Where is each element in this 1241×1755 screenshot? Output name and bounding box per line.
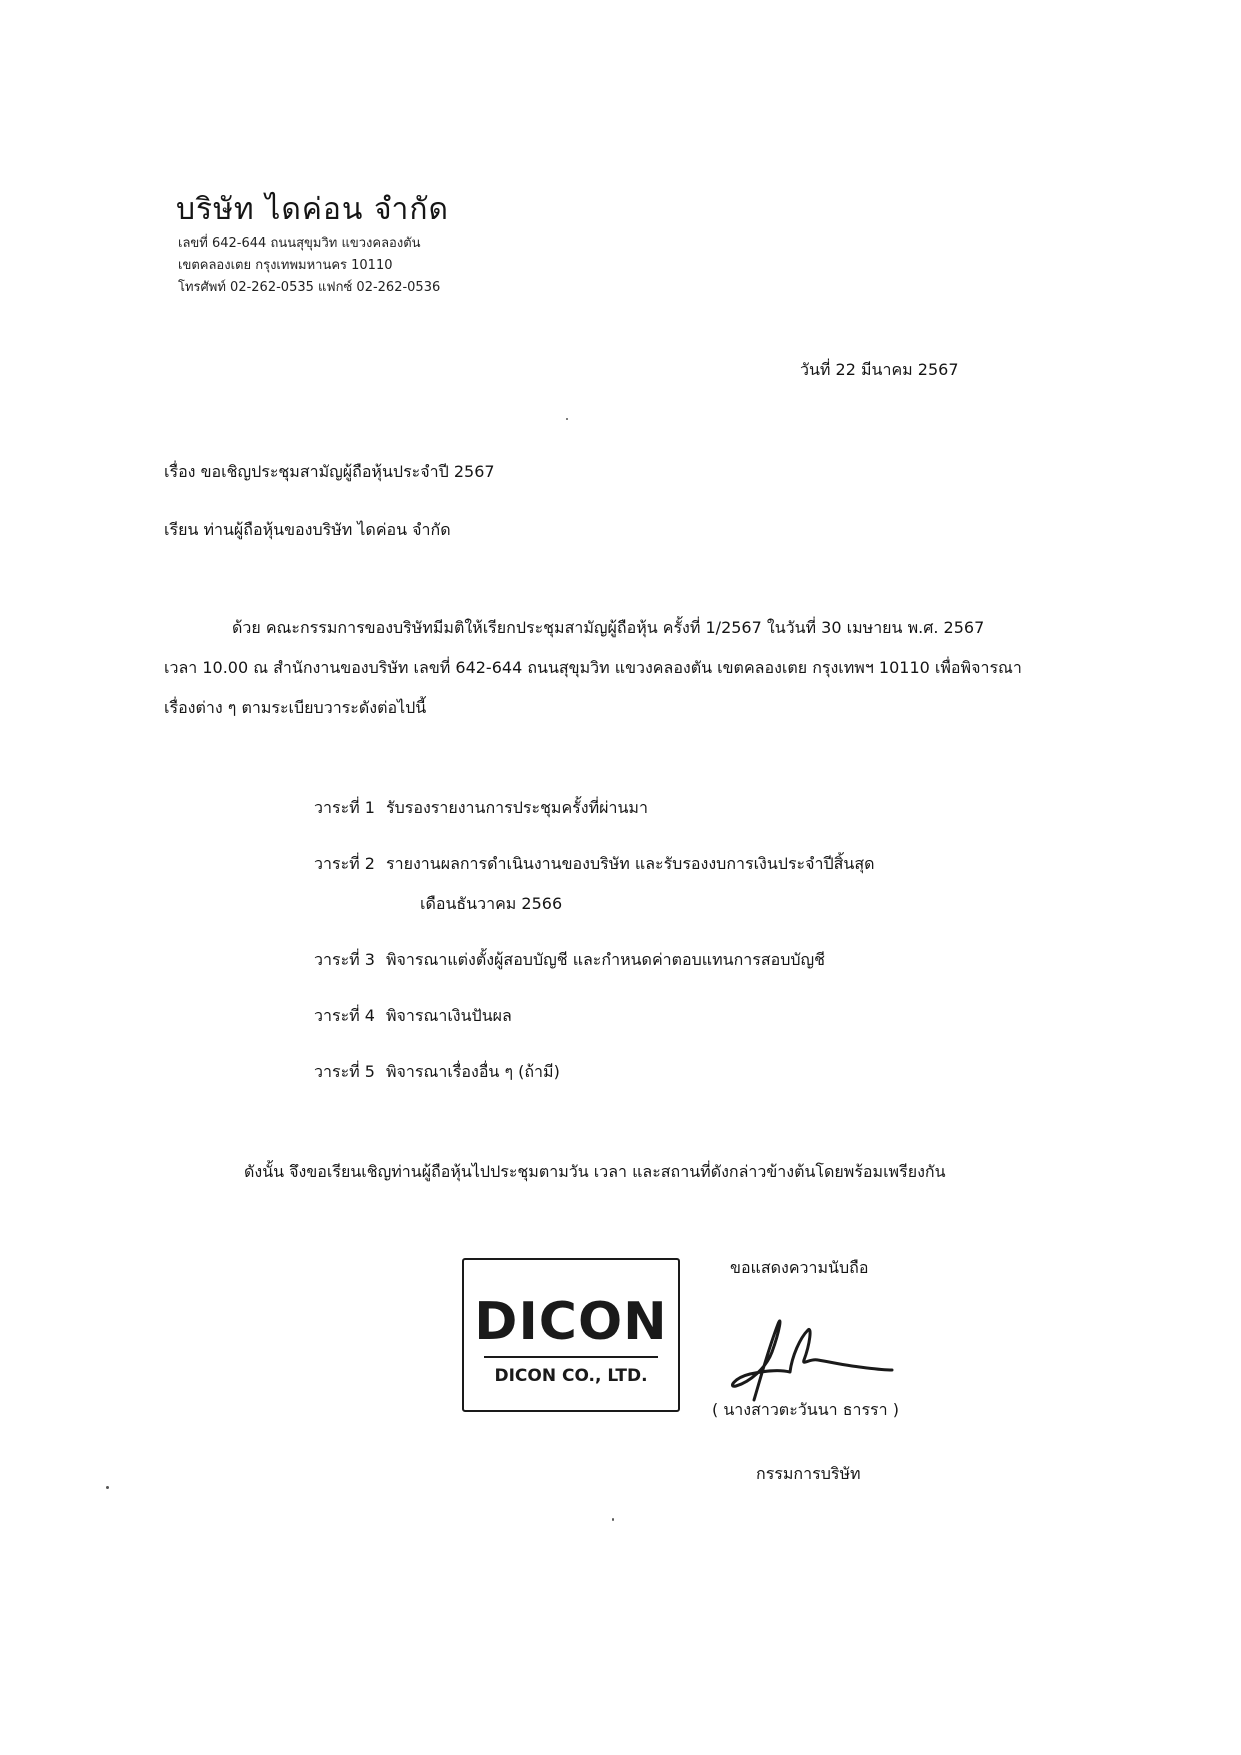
letter-subject: เรื่อง ขอเชิญประชุมสามัญผู้ถือหุ้นประจำปี 2567 <box>164 462 495 481</box>
agenda-item-4-label: วาระที่ 4 <box>314 1006 375 1025</box>
regards-text: ขอแสดงความนับถือ <box>730 1258 869 1277</box>
scan-speck <box>612 1518 614 1521</box>
company-name: บริษัท ไดค่อน จำกัด <box>176 192 450 227</box>
handwritten-signature <box>720 1300 900 1410</box>
signer-position: กรรมการบริษัท <box>756 1464 861 1483</box>
agenda-item-1-label: วาระที่ 1 <box>314 798 375 817</box>
stamp-logo-text: DICON <box>474 1292 668 1352</box>
address-line-2: เขตคลองเตย กรุงเทพมหานคร 10110 <box>178 258 393 273</box>
letter-date: วันที่ 22 มีนาคม 2567 <box>800 360 959 379</box>
contact-line: โทรศัพท์ 02-262-0535 แฟกซ์ 02-262-0536 <box>178 280 441 295</box>
agenda-item-2-label: วาระที่ 2 <box>314 854 375 873</box>
address-line-1: เลขที่ 642-644 ถนนสุขุมวิท แขวงคลองตัน <box>178 236 421 251</box>
agenda-item-1-text: รับรองรายงานการประชุมครั้งที่ผ่านมา <box>386 798 648 817</box>
stamp-divider <box>484 1356 658 1358</box>
letter-salutation: เรียน ท่านผู้ถือหุ้นของบริษัท ไดค่อน จำกัด <box>164 520 451 539</box>
agenda-item-5-text: พิจารณาเรื่องอื่น ๆ (ถ้ามี) <box>386 1062 560 1081</box>
body-line-3: เรื่องต่าง ๆ ตามระเบียบวาระดังต่อไปนี้ <box>164 698 427 717</box>
scan-speck <box>566 418 568 420</box>
signer-name: ( นางสาวตะวันนา ธารรา ) <box>712 1400 899 1419</box>
body-line-2: เวลา 10.00 ณ สำนักงานของบริษัท เลขที่ 642-644 ถนนสุขุมวิท แขวงคลองตัน เขตคลองเตย กรุงเทพฯ 10110 เพื่อพิจารณา <box>164 658 1022 677</box>
agenda-item-3-label: วาระที่ 3 <box>314 950 375 969</box>
agenda-item-2-text: รายงานผลการดำเนินงานของบริษัท และรับรองงบการเงินประจำปีสิ้นสุด <box>386 854 875 873</box>
agenda-item-2-text-continued: เดือนธันวาคม 2566 <box>420 894 563 913</box>
closing-sentence: ดังนั้น จึงขอเรียนเชิญท่านผู้ถือหุ้นไปประชุมตามวัน เวลา และสถานที่ดังกล่าวข้างต้นโดยพร้อมเพรียงกัน <box>244 1162 946 1181</box>
company-stamp <box>462 1258 680 1412</box>
agenda-item-3-text: พิจารณาแต่งตั้งผู้สอบบัญชี และกำหนดค่าตอบแทนการสอบบัญชี <box>386 950 826 969</box>
agenda-item-5-label: วาระที่ 5 <box>314 1062 375 1081</box>
body-line-1: ด้วย คณะกรรมการของบริษัทมีมติให้เรียกประชุมสามัญผู้ถือหุ้น ครั้งที่ 1/2567 ในวันที่ 30 เมษายน พ.ศ. 2567 <box>232 618 985 637</box>
stamp-company-name: DICON CO., LTD. <box>494 1366 648 1386</box>
agenda-item-4-text: พิจารณาเงินปันผล <box>386 1006 512 1025</box>
scan-speck <box>106 1486 109 1489</box>
